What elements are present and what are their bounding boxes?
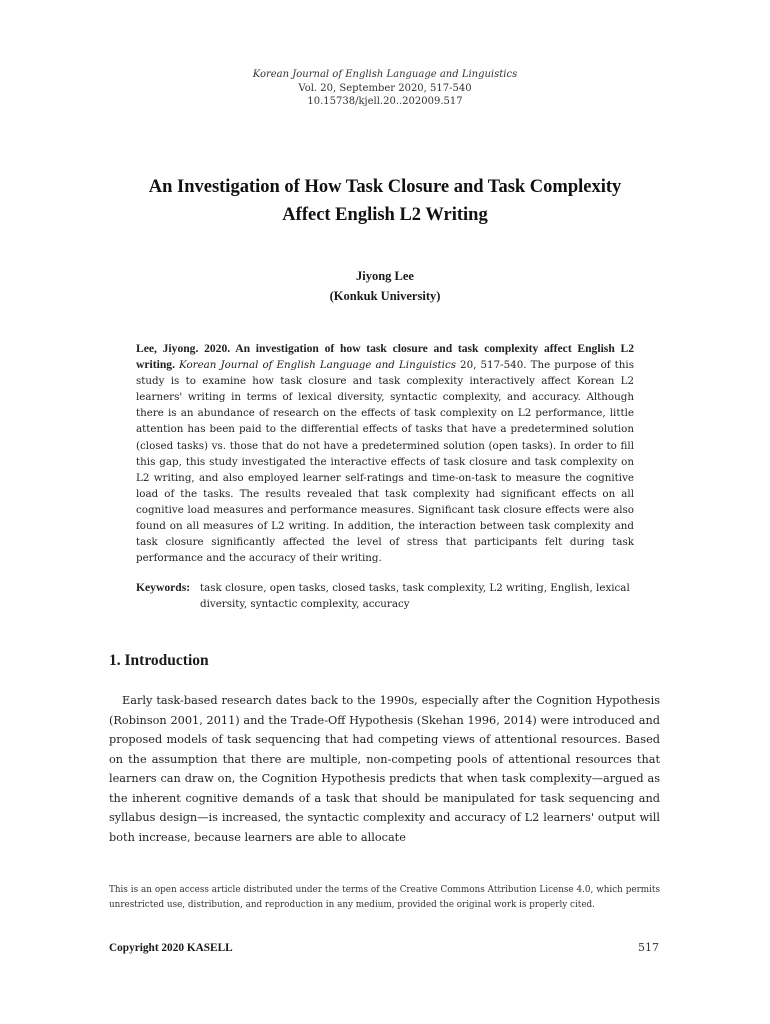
journal-name: Korean Journal of English Language and Linguistics (252, 69, 518, 80)
author-block (0, 266, 770, 306)
paper-title (60, 173, 710, 229)
keywords (136, 580, 634, 612)
paper-title-line-1: An Investigation of How Task Closure and Task Complexity (148, 177, 622, 197)
abstract-body: The purpose of this study is to examine how task closure and task complexity interactively affect Korean L2 learners' writing in terms of lexical diversity, syntactic complexity, and accuracy. Although there is an abundance of research on the effects of task complexity on L2 performance, little attention has been paid to the differential effects of tasks that have a predetermined solution (closed tasks) vs. those that do not have a predetermined solution (open tasks). In order to fill this gap, this study investigated the interactive effects of task closure and task complexity on L2 writing, and also employed learner self-ratings and time-on-task to measure the cognitive load of the tasks. The results revealed that task complexity had significant effects on all cognitive load measures and performance measures. Significant task closure effects were also found on all measures of L2 writing. In addition, the interaction between task complexity and task closure significantly affected the level of stress that participants felt during task performance and the accuracy of their writing. (136, 359, 635, 565)
paper-title-line-2: Affect English L2 Writing (282, 205, 488, 225)
abstract-citation-journal: Korean Journal of English Language and Linguistics (179, 359, 456, 372)
keywords-label: Keywords: (136, 581, 191, 594)
license-footnote: This is an open access article distributed under the terms of the Creative Commons Attribution License 4.0, which permits unrestricted use, distribution, and reproduction in any medium, provided the original work is properly cited. (109, 885, 660, 910)
copyright: Copyright 2020 KASELL (109, 942, 233, 954)
section-heading: 1. Introduction (109, 652, 209, 669)
journal-doi: 10.15738/kjell.20..202009.517 (307, 96, 463, 107)
intro-paragraph: Early task-based research dates back to the 1990s, especially after the Cognition Hypothesis (Robinson 2001, 2011) and the Trade-Off Hypothesis (Skehan 1996, 2014) were introduced and proposed models of task sequencing that had competing views of attentional resources. Based on the assumption that there are multiple, non-competing pools of attentional resources that learners can draw on, the Cognition Hypothesis predicts that when task complexity—argued as the inherent cognitive demands of a task that should be manipulated for task sequencing and syllabus design—is increased, the syntactic complexity and accuracy of L2 learners' output will both increase, because learners are able to allocate (109, 694, 660, 844)
abstract-citation-pages: 20, 517-540. (456, 359, 527, 372)
journal-volume: Vol. 20, September 2020, 517-540 (298, 82, 472, 94)
author-affiliation: (Konkuk University) (329, 289, 441, 303)
abstract (136, 341, 634, 566)
abstract-citation: Lee, Jiyong. 2020. An investigation of how task closure and task complexity affect English L2 writing. (136, 342, 634, 372)
page-number: 517 (638, 941, 659, 954)
keywords-text: task closure, open tasks, closed tasks, task complexity, L2 writing, English, lexical diversity, syntactic complexity, accuracy (200, 582, 630, 611)
author-name: Jiyong Lee (356, 269, 414, 283)
journal-header (0, 68, 770, 109)
